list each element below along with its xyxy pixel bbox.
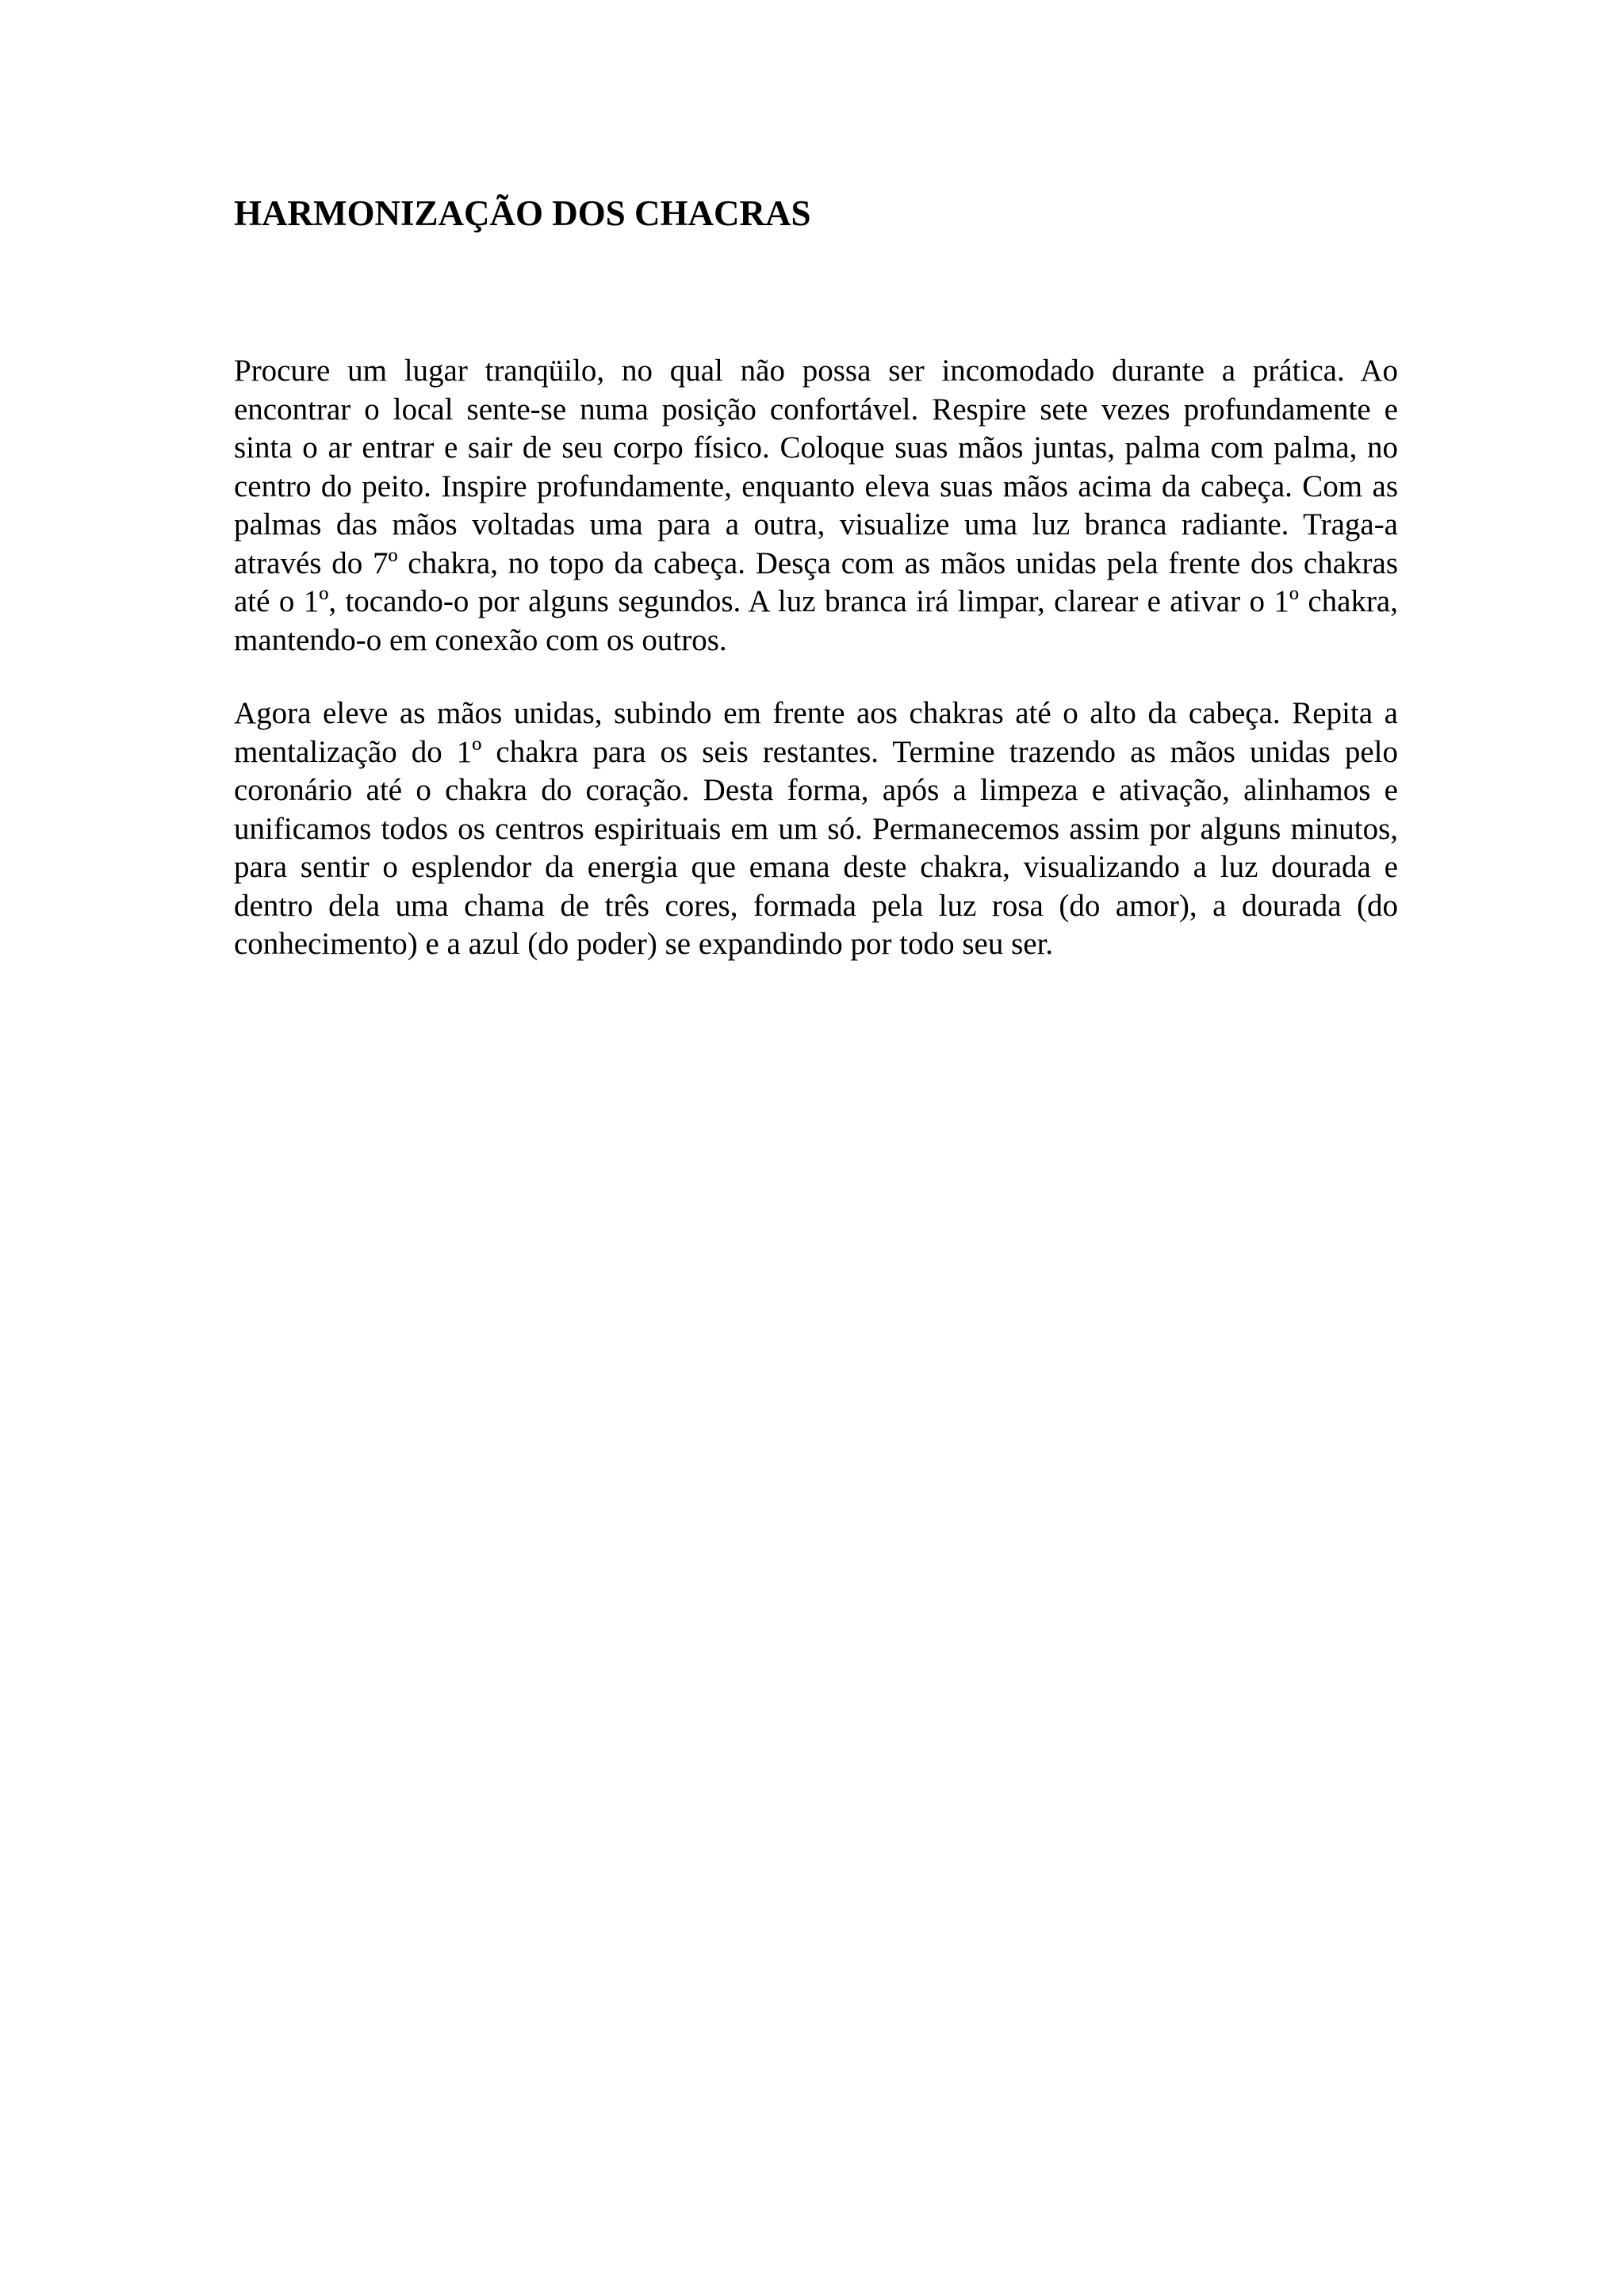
paragraph-2: Agora eleve as mãos unidas, subindo em frente aos chakras até o alto da cabeça. Repita a mentalização do 1º chakra para os seis restantes. Termine trazendo as mãos unidas pelo coronário até o chakra do coração. Desta forma, após a limpeza e ativação, alinhamos e unificamos todos os centros espirituais em um só. Permanecemos assim por alguns minutos, para sentir o esplendor da energia que emana deste chakra, visualizando a luz dourada e dentro dela uma chama de três cores, formada pela luz rosa (do amor), a dourada (do conhecimento) e a azul (do poder) se expandindo por todo seu ser. xyxy=(234,696,1398,961)
paragraph-1: Procure um lugar tranqüilo, no qual não possa ser incomodado durante a prática. Ao encontrar o local sente-se numa posição confortável. Respire sete vezes profundamente e sinta o ar entrar e sair de seu corpo físico. Coloque suas mãos juntas, palma com palma, no centro do peito. Inspire profundamente, enquanto eleva suas mãos acima da cabeça. Com as palmas das mãos voltadas uma para a outra, visualize uma luz branca radiante. Traga-a através do 7º chakra, no topo da cabeça. Desça com as mãos unidas pela frente dos chakras até o 1º, tocando-o por alguns segundos. A luz branca irá limpar, clarear e ativar o 1º chakra, mantendo-o em conexão com os outros. xyxy=(234,354,1398,657)
page-title: HARMONIZAÇÃO DOS CHACRAS xyxy=(234,193,811,233)
